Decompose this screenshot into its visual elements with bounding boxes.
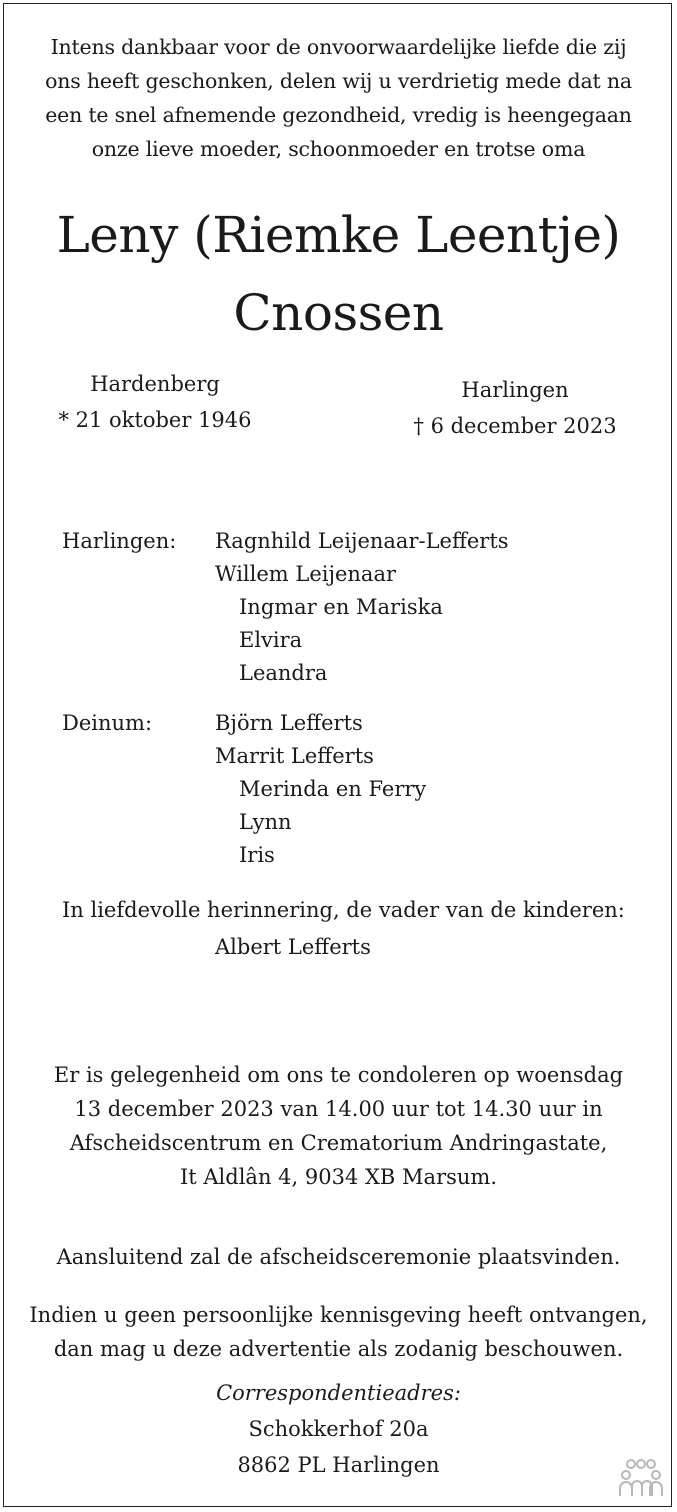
deceased-name-line2: Cnossen [233, 284, 444, 342]
people-group-icon [617, 1458, 665, 1498]
family-member: Iris [239, 843, 275, 867]
birth-place: Hardenberg [90, 372, 220, 396]
family-member: Lynn [239, 810, 292, 834]
intro-line: een te snel afnemende gezondheid, vredig is heengegaan [45, 103, 632, 127]
family-member: Leandra [239, 661, 328, 685]
deceased-name-line1: Leny (Riemke Leentje) [56, 206, 621, 264]
death-info [400, 372, 630, 444]
correspondence-label: Correspondentieadres: [216, 1381, 461, 1405]
family-city: Deinum: [62, 711, 153, 735]
memory-line: In liefdevolle herinnering, de vader van de kinderen: [62, 898, 625, 922]
condolence-line: Er is gelegenheid om ons te condoleren op woensdag [53, 1063, 624, 1087]
memory-name: Albert Lefferts [215, 935, 371, 959]
death-place: Harlingen [461, 378, 569, 402]
notice-text [0, 1298, 677, 1366]
ceremony-text: Aansluitend zal de afscheidsceremonie plaatsvinden. [56, 1245, 621, 1269]
condolence-line: It Aldlân 4, 9034 XB Marsum. [179, 1165, 497, 1189]
notice-line: dan mag u deze advertentie als zodanig beschouwen. [53, 1337, 624, 1361]
family-member: Willem Leijenaar [215, 562, 397, 586]
intro-text [0, 30, 677, 166]
birth-info [40, 366, 270, 438]
family-member: Björn Lefferts [215, 711, 363, 735]
intro-line: ons heeft geschonken, delen wij u verdrietig mede dat na [45, 69, 632, 93]
family-member: Marrit Lefferts [215, 744, 374, 768]
intro-line: onze lieve moeder, schoonmoeder en trotse oma [91, 137, 586, 161]
intro-line: Intens dankbaar voor de onvoorwaardelijke liefde die zij [50, 35, 627, 59]
family-city: Harlingen: [62, 529, 177, 553]
family-member: Elvira [239, 628, 303, 652]
condolence-line: Afscheidscentrum en Crematorium Andringastate, [69, 1131, 608, 1155]
correspondence-city: 8862 PL Harlingen [237, 1453, 440, 1477]
family-member: Ragnhild Leijenaar-Lefferts [215, 529, 509, 553]
family-member: Merinda en Ferry [239, 777, 427, 801]
correspondence-address [0, 1375, 677, 1483]
condolence-info [0, 1058, 677, 1194]
deceased-name [0, 196, 677, 352]
death-date: † 6 december 2023 [413, 414, 617, 438]
correspondence-street: Schokkerhof 20a [248, 1417, 429, 1441]
condolence-line: 13 december 2023 van 14.00 uur tot 14.30 uur in [74, 1097, 603, 1121]
birth-date: * 21 oktober 1946 [58, 408, 252, 432]
family-member: Ingmar en Mariska [239, 595, 443, 619]
notice-line: Indien u geen persoonlijke kennisgeving heeft ontvangen, [29, 1303, 648, 1327]
